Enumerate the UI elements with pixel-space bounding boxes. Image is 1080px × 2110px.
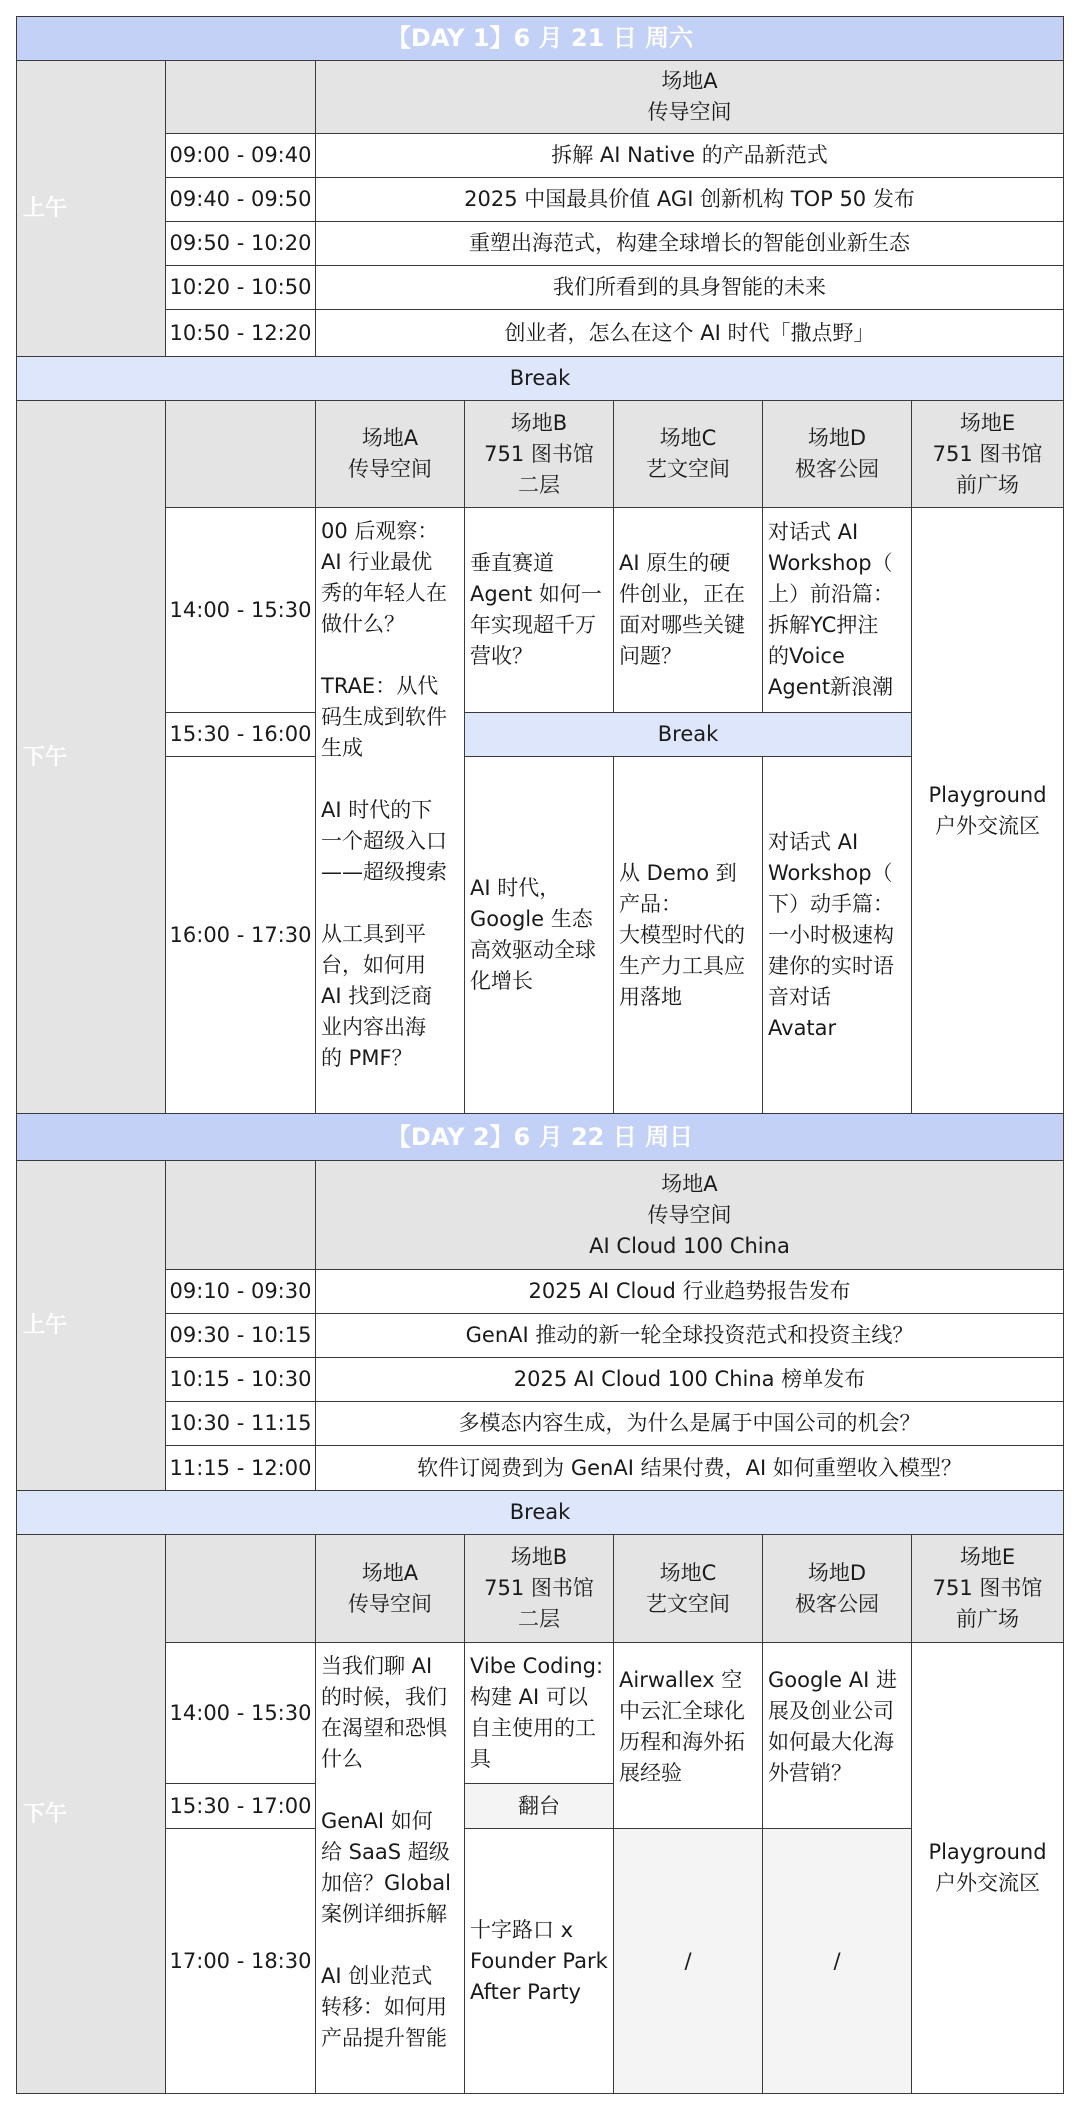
day2-header — [16, 1113, 1064, 1161]
session-time — [165, 1313, 316, 1358]
venue-header-b — [464, 400, 614, 508]
day1-header-text: 【DAY 1】6 月 21 日 周六 — [386, 24, 694, 52]
session-text: 当我们聊 AI 的时候，我们 在渴望和恐惧 什么 GenAI 如何 给 SaaS 超级 加倍？Global 案例详细拆解 AI 创业范式 转移：如何用 产品提升智能 — [321, 1654, 451, 2050]
session-title — [315, 1357, 1064, 1402]
venue-name: 场地A 传导空间 — [647, 69, 732, 124]
session-c-3 — [613, 756, 763, 1114]
time-text: 10:20 - 10:50 — [169, 275, 312, 299]
day2-morning-venue — [315, 1160, 1064, 1270]
day2-morning-label — [16, 1160, 166, 1491]
day1-morning-corner — [165, 60, 316, 134]
session-time — [165, 1269, 316, 1314]
venue-header-b — [464, 1534, 614, 1643]
venue-name: 场地B 751 图书馆 二层 — [484, 410, 594, 497]
period-label: 上午 — [23, 1313, 68, 1338]
session-time — [165, 1783, 316, 1829]
session-title — [315, 221, 1064, 266]
title-text: 2025 AI Cloud 100 China 榜单发布 — [513, 1367, 866, 1391]
session-time — [165, 1357, 316, 1402]
venue-header-c — [613, 1534, 763, 1643]
day1-afternoon-corner — [165, 400, 316, 508]
session-title — [315, 265, 1064, 310]
schedule-table — [16, 16, 1064, 2094]
day1-morning-label — [16, 60, 166, 357]
venue-name: 场地A 传导空间 — [348, 426, 432, 481]
day2-afternoon-corner — [165, 1534, 316, 1643]
session-time — [165, 133, 316, 178]
title-text: 2025 中国最具价值 AGI 创新机构 TOP 50 发布 — [464, 187, 915, 211]
day2-break-row — [16, 1490, 1064, 1535]
venue-name: 场地C 艺文空间 — [646, 1560, 730, 1616]
session-b-3 — [464, 756, 614, 1114]
time-text: 10:30 - 11:15 — [169, 1411, 312, 1435]
session-time — [165, 309, 316, 357]
session-text: 垂直赛道 Agent 如何一 年实现超千万 营收？ — [470, 551, 602, 668]
session-text: AI 原生的硬 件创业，正在 面对哪些关键 问题？ — [619, 551, 745, 668]
session-time — [165, 177, 316, 222]
day1-afternoon-label — [16, 400, 166, 1114]
session-time — [165, 507, 316, 713]
title-text: 创业者，怎么在这个 AI 时代「撒点野」 — [504, 320, 875, 345]
session-b-1 — [464, 507, 614, 713]
venue-header-d — [762, 1534, 912, 1643]
day2-afternoon-label — [16, 1534, 166, 2094]
venue-e-playground — [911, 1642, 1064, 2094]
break-label: Break — [509, 366, 571, 390]
break-label: Break — [657, 722, 719, 746]
venue-header-a — [315, 1534, 465, 1643]
time-text: 10:50 - 12:20 — [169, 320, 312, 345]
session-title — [315, 1313, 1064, 1358]
session-time — [165, 265, 316, 310]
session-time — [165, 1642, 316, 1784]
time-text: 09:00 - 09:40 — [169, 143, 312, 167]
afternoon-break — [464, 712, 912, 757]
session-d-3 — [762, 756, 912, 1114]
time-text: 17:00 - 18:30 — [169, 1948, 312, 1973]
session-d-1 — [762, 507, 912, 713]
session-time — [165, 1828, 316, 2094]
time-text: 15:30 - 16:00 — [169, 722, 312, 746]
session-text: 从 Demo 到 产品： 大模型时代的 生产力工具应 用落地 — [619, 860, 745, 1009]
time-text: 14:00 - 15:30 — [169, 597, 312, 622]
time-text: 14:00 - 15:30 — [169, 1700, 312, 1725]
session-time — [165, 1445, 316, 1491]
period-label: 下午 — [23, 1801, 68, 1827]
session-text: Playground 户外交流区 — [928, 782, 1047, 838]
venue-header-e — [911, 400, 1064, 508]
session-text: 00 后观察： AI 行业最优 秀的年轻人在 做什么？ TRAE：从代 码生成到软件 生成 AI 时代的下 一个超级入口 ——超级搜索 从工具到平 台，如何用 AI 找到泛商 业内容出海 的 PMF？ — [321, 519, 447, 1070]
session-time — [165, 1401, 316, 1446]
venue-a-sessions — [315, 507, 465, 1114]
day2-morning-corner — [165, 1160, 316, 1270]
session-title — [315, 177, 1064, 222]
title-text: 多模态内容生成，为什么是属于中国公司的机会？ — [458, 1411, 921, 1435]
session-text: 对话式 AI Workshop（ 上）前沿篇： 拆解YC押注 的Voice Agent新浪潮 — [768, 520, 894, 699]
session-c-1 — [613, 1642, 763, 1830]
title-text: 软件订阅费到为 GenAI 结果付费，AI 如何重塑收入模型？ — [417, 1455, 962, 1480]
session-title — [315, 1401, 1064, 1446]
session-text: Google AI 进 展及创业公司 如何最大化海 外营销？ — [768, 1668, 897, 1785]
time-text: 11:15 - 12:00 — [169, 1455, 312, 1480]
time-text: 16:00 - 17:30 — [169, 922, 312, 947]
session-d-empty — [762, 1828, 912, 2094]
session-text: 对话式 AI Workshop（ 下）动手篇： 一小时极速构 建你的实时语 音对话 Avatar — [768, 829, 894, 1040]
time-text: 09:10 - 09:30 — [169, 1279, 312, 1303]
day2-header-text: 【DAY 2】6 月 22 日 周日 — [386, 1122, 694, 1151]
venue-name: 场地E 751 图书馆 前广场 — [932, 410, 1043, 497]
session-b-3 — [464, 1828, 614, 2094]
time-text: 09:30 - 10:15 — [169, 1323, 312, 1347]
session-c-1 — [613, 507, 763, 713]
venue-name: 场地E 751 图书馆 前广场 — [932, 1545, 1043, 1631]
title-text: 我们所看到的具身智能的未来 — [553, 275, 826, 299]
title-text: 重塑出海范式，构建全球增长的智能创业新生态 — [469, 231, 910, 255]
empty-marker: / — [833, 1948, 841, 1973]
venue-header-d — [762, 400, 912, 508]
venue-header-c — [613, 400, 763, 508]
day1-break-row — [16, 356, 1064, 401]
time-text: 09:50 - 10:20 — [169, 231, 312, 255]
session-time — [165, 756, 316, 1114]
venue-name: 场地A 传导空间 AI Cloud 100 China — [589, 1171, 790, 1258]
session-title — [315, 1269, 1064, 1314]
period-label: 下午 — [23, 744, 68, 770]
venue-name: 场地C 艺文空间 — [646, 426, 730, 481]
day1-header — [16, 16, 1064, 61]
period-label: 上午 — [23, 196, 68, 221]
session-title — [315, 1445, 1064, 1491]
time-text: 15:30 - 17:00 — [169, 1793, 312, 1818]
session-c-empty — [613, 1828, 763, 2094]
session-text: 十字路口 x Founder Park After Party — [470, 1917, 608, 2004]
time-text: 09:40 - 09:50 — [169, 187, 312, 211]
session-time — [165, 221, 316, 266]
venue-header-e — [911, 1534, 1064, 1643]
venue-a-sessions — [315, 1642, 465, 2094]
title-text: 拆解 AI Native 的产品新范式 — [551, 143, 828, 167]
venue-name: 场地A 传导空间 — [348, 1560, 432, 1616]
empty-marker: / — [684, 1948, 692, 1973]
break-label: Break — [509, 1500, 571, 1524]
session-text: Vibe Coding: 构建 AI 可以 自主使用的工 具 — [470, 1654, 604, 1771]
day1-morning-venue — [315, 60, 1064, 134]
title-text: GenAI 推动的新一轮全球投资范式和投资主线？ — [465, 1323, 914, 1347]
session-title — [315, 133, 1064, 178]
session-b-break — [464, 1783, 614, 1829]
venue-header-a — [315, 400, 465, 508]
venue-name: 场地D 极客公园 — [795, 1560, 879, 1616]
session-text: Playground 户外交流区 — [928, 1840, 1047, 1895]
time-text: 10:15 - 10:30 — [169, 1367, 312, 1391]
break-label: 翻台 — [518, 1793, 560, 1818]
venue-e-playground — [911, 507, 1064, 1114]
session-time — [165, 712, 316, 757]
title-text: 2025 AI Cloud 行业趋势报告发布 — [528, 1279, 851, 1303]
session-text: Airwallex 空 中云汇全球化 历程和海外拓 展经验 — [619, 1668, 745, 1785]
session-b-1 — [464, 1642, 614, 1784]
session-d-1 — [762, 1642, 912, 1830]
session-text: AI 时代， Google 生态 高效驱动全球 化增长 — [470, 876, 596, 993]
venue-name: 场地D 极客公园 — [795, 426, 879, 481]
session-title — [315, 309, 1064, 357]
venue-name: 场地B 751 图书馆 二层 — [484, 1545, 594, 1631]
